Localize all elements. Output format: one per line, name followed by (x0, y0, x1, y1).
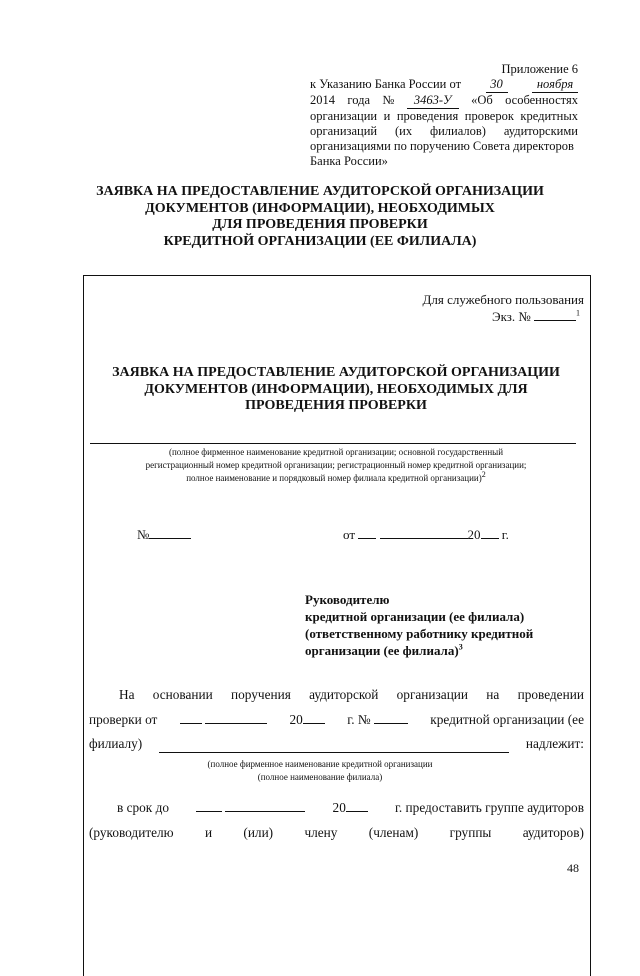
main-title-line: ДЛЯ ПРОВЕДЕНИЯ ПРОВЕРКИ (212, 217, 428, 232)
appendix-no-sign: № (382, 93, 395, 107)
appendix-line-3 (310, 109, 578, 124)
recipient-line: кредитной организации (ее филиала) (305, 609, 525, 624)
recipient-block (305, 591, 585, 659)
appendix-date-month: ноября (532, 77, 578, 93)
deadline-day-field[interactable] (196, 799, 222, 812)
appendix-word: (их (395, 124, 413, 138)
paragraph-text: кредитной организации (ее (430, 712, 584, 727)
recipient-line: (ответственному работнику кредитной (305, 626, 534, 641)
request-date-day-field[interactable] (358, 526, 376, 539)
appendix-line-2 (310, 93, 578, 109)
deadline-year-field[interactable] (346, 799, 368, 812)
appendix-line-4 (310, 124, 578, 139)
paragraph-word: (руководителю (89, 825, 174, 840)
appendix-block (310, 62, 578, 169)
branch-caption-line: (полное наименование филиала) (257, 772, 383, 782)
paragraph-word: основании (152, 687, 213, 702)
footnote-3: 3 (458, 642, 463, 652)
order-number-field[interactable] (374, 711, 408, 724)
appendix-year-word: года (347, 93, 370, 107)
org-name-field[interactable] (90, 443, 576, 444)
appendix-word: аудиторскими (503, 124, 578, 138)
request-date-label: от (343, 527, 356, 542)
appendix-date-day: 30 (486, 77, 508, 93)
page-number: 48 (567, 861, 579, 875)
appendix-ref-prefix: к Указанию Банка России от (310, 77, 462, 91)
paragraph-word: на (486, 687, 500, 702)
branch-name-field[interactable] (159, 740, 509, 753)
paragraph-word: группы (449, 825, 492, 840)
copy-number-line (492, 308, 580, 325)
branch-name-caption (150, 758, 490, 784)
main-title-line: КРЕДИТНОЙ ОРГАНИЗАЦИИ (ЕЕ ФИЛИАЛА) (163, 233, 477, 249)
appendix-word: организации (310, 109, 378, 123)
paragraph-line-1 (89, 686, 584, 704)
request-date-year-suffix: г. (501, 527, 509, 542)
appendix-word: и (383, 109, 391, 123)
appendix-doc-number: 3463-У (407, 93, 459, 109)
order-date-day-field[interactable] (180, 711, 202, 724)
request-date-month-field[interactable] (380, 526, 468, 539)
request-date-year-field[interactable] (481, 526, 499, 539)
paragraph-word: (членам) (368, 825, 419, 840)
deadline-year-prefix: 20 (332, 800, 346, 815)
paragraph-text: г. предоставить группе аудиторов (394, 800, 584, 815)
recipient-line-text: организации (ее филиала) (305, 643, 459, 658)
paragraph-word: и (204, 825, 213, 840)
form-title-line: ЗАЯВКА НА ПРЕДОСТАВЛЕНИЕ АУДИТОРСКОЙ ОРГАНИЗАЦИИ (112, 365, 560, 380)
org-caption-text: полное наименование и порядковый номер филиала кредитной организации) (186, 473, 482, 483)
paragraph-word: члену (304, 825, 338, 840)
paragraph-date-fields (180, 711, 267, 729)
for-official-use-label: Для служебного пользования (422, 292, 584, 307)
appendix-word: «Об (471, 93, 493, 107)
paragraph-text: в срок до (117, 800, 169, 815)
deadline-year-group (333, 799, 368, 817)
paragraph-word: проведении (517, 687, 584, 702)
deadline-date-fields (196, 799, 305, 817)
paragraph-order-label: г. № (347, 712, 371, 727)
appendix-line-5: организациями по поручению Совета директоров (310, 139, 574, 153)
appendix-title: Приложение 6 (501, 62, 578, 76)
paragraph-line-4 (89, 799, 584, 817)
paragraph-year-group (290, 711, 325, 729)
paragraph-text: надлежит: (525, 736, 584, 751)
main-title-line: ЗАЯВКА НА ПРЕДОСТАВЛЕНИЕ АУДИТОРСКОЙ ОРГАНИЗАЦИИ (96, 184, 544, 199)
org-caption-line: регистрационный номер кредитной организации; регистрационный номер кредитной организации; (145, 460, 527, 470)
main-title-line: ДОКУМЕНТОВ (ИНФОРМАЦИИ), НЕОБХОДИМЫХ (145, 200, 495, 216)
request-date-year-prefix: 20 (467, 527, 481, 542)
appendix-word: проверок (464, 109, 514, 123)
paragraph-word: На (119, 687, 135, 702)
org-name-caption (90, 446, 582, 485)
appendix-year: 2014 (310, 93, 335, 107)
appendix-ref-line (310, 77, 578, 93)
appendix-word: организаций (310, 124, 378, 138)
appendix-word: проведения (396, 109, 459, 123)
org-caption-line: (полное фирменное наименование кредитной организации; основной государственный (168, 447, 504, 457)
recipient-line (305, 642, 585, 659)
paragraph-word: организации (396, 687, 469, 702)
paragraph-line-5 (89, 824, 584, 842)
paragraph-text: филиалу) (89, 736, 143, 751)
recipient-line: Руководителю (305, 592, 390, 607)
paragraph-line-3 (89, 735, 584, 753)
appendix-word: кредитных (520, 109, 578, 123)
org-caption-line (90, 472, 582, 485)
form-title-line: ДОКУМЕНТОВ (ИНФОРМАЦИИ), НЕОБХОДИМЫХ ДЛЯ (144, 381, 528, 397)
request-number-label: № (137, 527, 150, 542)
appendix-word: особенностях (505, 93, 578, 107)
main-title (40, 184, 600, 250)
paragraph-word: аудиторской (309, 687, 379, 702)
paragraph-line-2 (89, 711, 584, 729)
paragraph-order-number-group (347, 711, 408, 729)
order-date-month-field[interactable] (205, 711, 267, 724)
request-date-line (343, 526, 509, 543)
deadline-month-field[interactable] (225, 799, 305, 812)
form-title (84, 365, 588, 415)
appendix-word: филиалов) (430, 124, 486, 138)
paragraph-word: аудиторов) (522, 825, 584, 840)
footnote-1: 1 (576, 308, 580, 318)
order-date-year-field[interactable] (303, 711, 325, 724)
branch-caption-line: (полное фирменное наименование кредитной организации (207, 759, 433, 769)
footnote-2: 2 (481, 470, 486, 479)
copy-number-field[interactable] (534, 308, 576, 321)
form-title-line: ПРОВЕДЕНИЯ ПРОВЕРКИ (245, 398, 427, 413)
paragraph-text: проверки от (89, 712, 158, 727)
request-number-line (137, 526, 191, 543)
request-number-field[interactable] (149, 526, 191, 539)
paragraph-word: поручения (231, 687, 291, 702)
paragraph-word: (или) (243, 825, 274, 840)
appendix-line-6: Банка России» (310, 154, 388, 168)
paragraph-year-prefix: 20 (289, 712, 303, 727)
copy-number-label: Экз. № (491, 309, 531, 324)
